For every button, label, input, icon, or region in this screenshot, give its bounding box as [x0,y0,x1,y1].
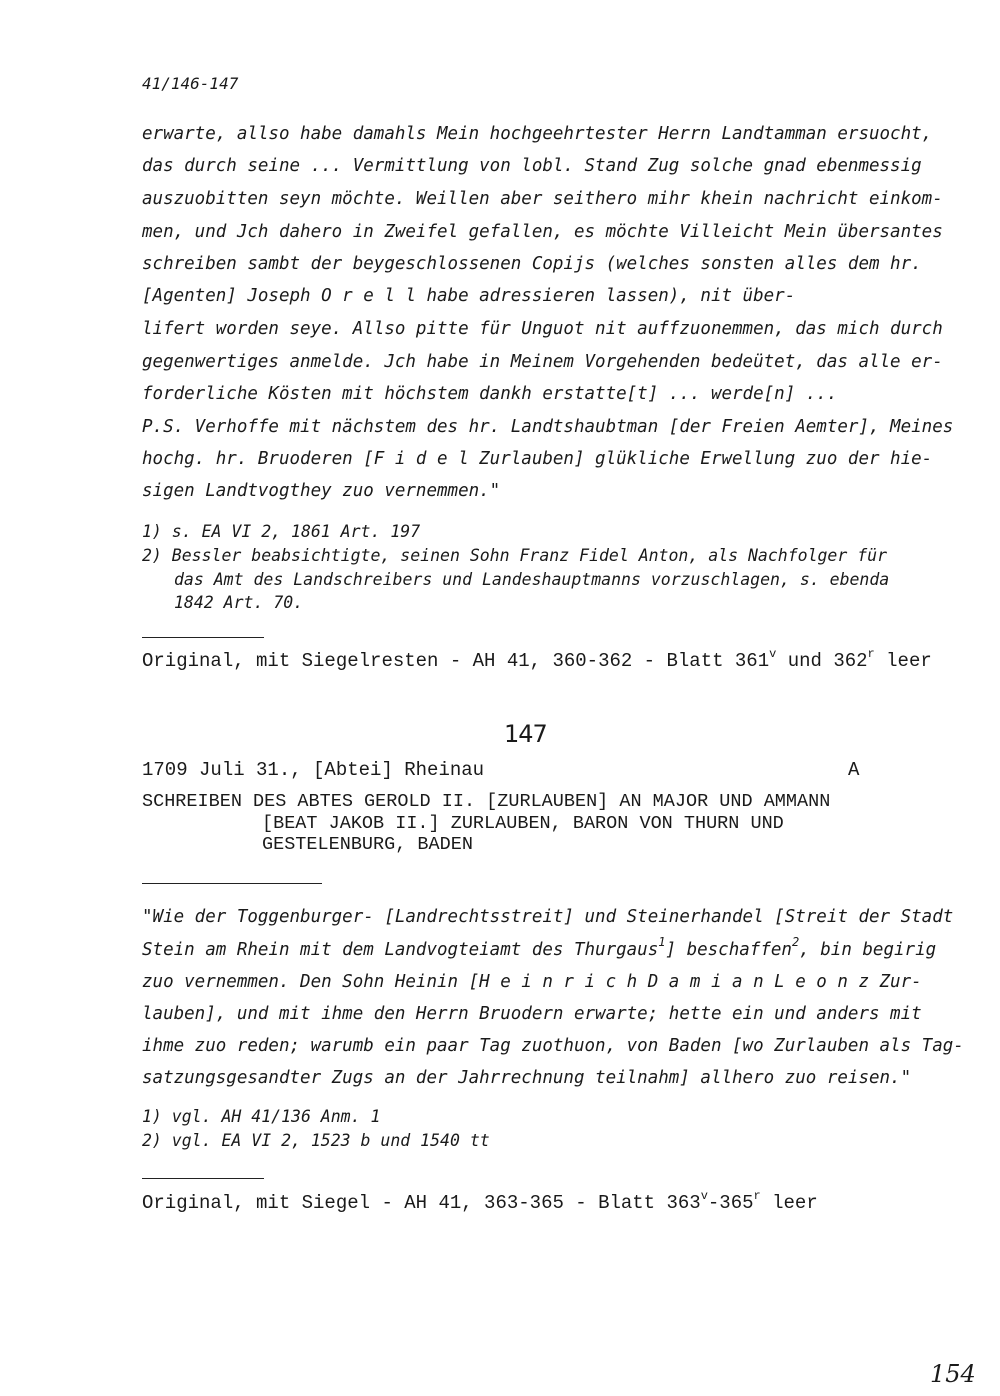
text-line: satzungsgesandter Zugs an der Jahrrechnung teilnahm] allhero zuo reisen." [142,1068,912,1088]
entry-title: GESTELENBURG, BADEN [262,834,473,855]
text-line: forderliche Kösten mit höchstem dankh erstatte[t] ... werde[n] ... [142,384,838,404]
text-line: Stein am Rhein mit dem Landvogteiamt des Thurgaus$^1$] beschaffen$^2$, bin begirig [142,935,937,960]
text-line: gegenwertiges anmelde. Jch habe in Meinem Vorgehenden bedeütet, das alle er- [142,352,943,372]
text-line: das durch seine ... Vermittlung von lobl. Stand Zug solche gnad ebenmessig [142,156,922,176]
text-line: schreiben sambt der beygeschlossenen Copijs (welches sonsten alles dem hr. [142,254,922,274]
footnote: 1) s. EA VI 2, 1861 Art. 197 [142,522,421,541]
text-line: P.S. Verhoffe mit nächstem des hr. Landtshaubtman [der Freien Aemter], Meines [142,417,954,437]
page-reference: 41/146-147 [142,74,239,93]
text-line: "Wie der Toggenburger- [Landrechtsstreit] und Steinerhandel [Streit der Stadt [142,907,954,927]
text-line: zuo vernemmen. Den Sohn Heinin [H e i n r i c h D a m i a n L e o n z Zur- [142,972,922,992]
separator-rule [142,637,264,638]
text-line: hochg. hr. Bruoderen [F i d e l Zurlauben] glükliche Erwellung zuo der hie- [142,449,933,469]
separator-rule [142,883,322,884]
entry-title: [BEAT JAKOB II.] ZURLAUBEN, BARON VON THURN UND [262,813,784,834]
separator-rule [142,1178,264,1179]
entry-marker: A [848,759,860,781]
text-line: auszuobitten seyn möchte. Weillen aber seithero mihr khein nachricht einkom- [142,189,943,209]
footnote: 2) Bessler beabsichtigte, seinen Sohn Franz Fidel Anton, als Nachfolger für [142,546,888,565]
text-line: sigen Landtvogthey zuo vernemmen." [142,481,501,501]
text-line: men, und Jch dahero in Zweifel gefallen, es möchte Villeicht Mein übersantes [142,222,943,242]
entry-number: 147 [504,720,547,748]
text-line: lauben], und mit ihme den Herrn Bruodern erwarte; hette ein und anders mit [142,1004,922,1024]
entry-title: SCHREIBEN DES ABTES GEROLD II. [ZURLAUBEN] AN MAJOR UND AMMANN [142,791,831,812]
footnote: 1842 Art. 70. [174,593,304,612]
handwritten-page-number: 154 [930,1360,976,1388]
entry-date-place: 1709 Juli 31., [Abtei] Rheinau [142,759,485,781]
text-line: lifert worden seye. Allso pitte für Unguot nit auffzuonemmen, das mich durch [142,319,943,339]
source-note: Original, mit Siegel - AH 41, 363-365 - Blatt 363$^v$-365$^r$ leer [142,1189,818,1214]
text-line: ihme zuo reden; warumb ein paar Tag zuothuon, von Baden [wo Zurlauben als Tag- [142,1036,964,1056]
text-line: erwarte, allso habe damahls Mein hochgeehrtester Herrn Landtamman ersuocht, [142,124,933,144]
source-note: Original, mit Siegelresten - AH 41, 360-362 - Blatt 361$^v$ und 362$^r$ leer [142,647,932,672]
footnote: 2) vgl. EA VI 2, 1523 b und 1540 tt [142,1131,490,1150]
footnote: das Amt des Landschreibers und Landeshauptmanns vorzuschlagen, s. ebenda [174,570,890,589]
text-line: [Agenten] Joseph O r e l l habe adressieren lassen), nit über- [142,286,796,306]
footnote: 1) vgl. AH 41/136 Anm. 1 [142,1107,381,1126]
